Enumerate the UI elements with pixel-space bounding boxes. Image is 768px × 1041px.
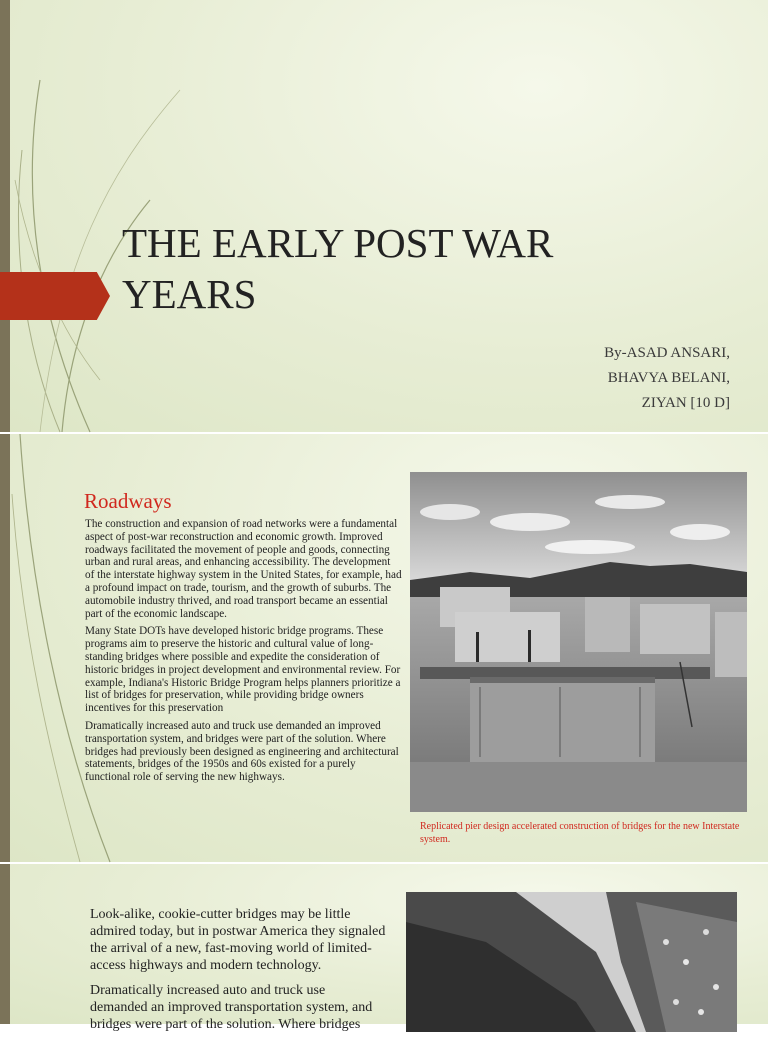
slide-edge-bar xyxy=(0,864,10,1024)
title-slide xyxy=(0,0,768,432)
list-item-text: The construction and expansion of road networks were a fundamental aspect of post-war reconstruction and economic growth. Improved roadways facilitated the movement of people and goods, connecting urban and rural areas, and enhancing accessibility. The development of the interstate highway system in the United States, for example, had a profound impact on trade, tourism, and the growth of suburbs. The automobile industry thrived, and road transport became an essential part of the economic landscape. xyxy=(85,518,402,620)
roadways-slide xyxy=(0,434,768,862)
list-item-text: Dramatically increased auto and truck use demanded an improved transportation system, and bridges were part of the solution. Where bridges had previously been designed as engineering and architectural statements, bridges of the 1950s and 60s existed for a purely functional role of serving the new highways. xyxy=(85,719,399,784)
list-item xyxy=(66,720,402,784)
photo-caption: Replicated pier design accelerated construction of bridges for the new Interstate system. xyxy=(420,821,740,845)
section-heading xyxy=(66,489,172,514)
bridges-slide xyxy=(0,864,768,1032)
author-line: ZIYAN [10 D] xyxy=(641,395,730,411)
list-item-text: Dramatically increased auto and truck use demanded an improved transportation system, and bridges were part of the solution. Where bridges xyxy=(90,983,373,1032)
author-line: By-ASAD ANSARI, xyxy=(604,345,730,361)
bullet-list xyxy=(66,518,402,789)
list-item xyxy=(66,982,386,1033)
decorative-grass-lines xyxy=(0,0,200,432)
section-title: Roadways xyxy=(84,489,172,513)
list-item-text: Look-alike, cookie-cutter bridges may be little admired today, but in postwar America they signaled the arrival of a new, fast-moving world of limited-access highways and modern technology. xyxy=(90,907,386,973)
list-item xyxy=(66,906,386,974)
slide-edge-bar xyxy=(0,434,10,862)
author-line: BHAVYA BELANI, xyxy=(607,370,730,386)
authors-block xyxy=(604,341,730,416)
title-accent-arrow xyxy=(0,272,110,320)
bridge-construction-photo xyxy=(410,472,747,812)
list-item xyxy=(66,518,402,620)
list-item xyxy=(66,625,402,715)
slide-title: THE EARLY POST WAR YEARS xyxy=(122,220,554,317)
slide-edge-bar xyxy=(0,0,10,432)
mountain-valley-photo xyxy=(406,892,737,1032)
bullet-list xyxy=(66,906,386,1041)
list-item-text: Many State DOTs have developed historic bridge programs. These programs aim to preserve the historic and cultural value of long-standing bridges where possible and expedite the consideration of historic bridges in project development and environmental review. For example, Indiana's Historic Bridge Program helps planners prioritize a list of bridges for preservation, while providing bridge owners incentives for this preservation xyxy=(85,625,401,715)
